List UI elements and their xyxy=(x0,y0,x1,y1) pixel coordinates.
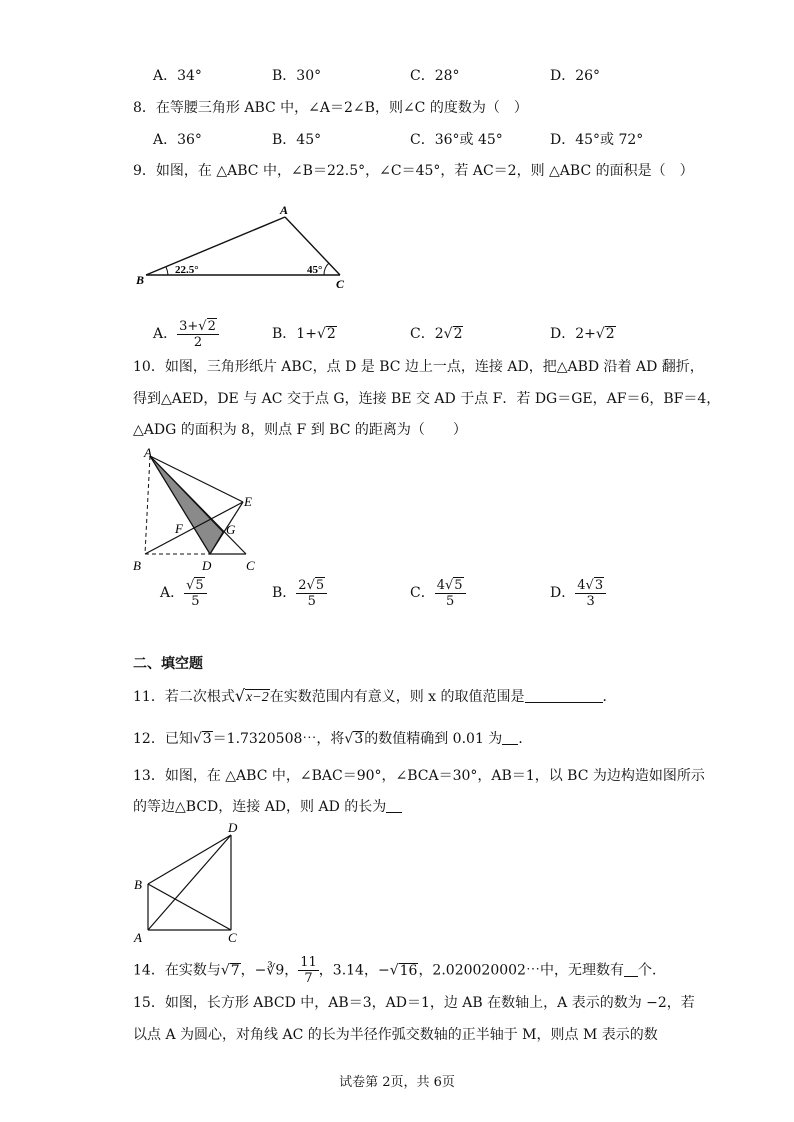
q10-option-d xyxy=(550,577,606,609)
q10-label-a: A xyxy=(144,445,152,460)
q10-option-b-coeff: 2 xyxy=(298,578,307,593)
q7-option-d: D．26° xyxy=(550,68,601,84)
q10-option-c xyxy=(410,577,466,609)
q14-seg-1: ，−∛9， xyxy=(240,962,299,979)
q10-option-c-coeff: 4 xyxy=(436,578,445,593)
q9-label-c: C xyxy=(336,277,345,291)
q7-option-a: A．34° xyxy=(153,68,202,84)
q13-segment-ad xyxy=(148,835,231,930)
q11-answer-blank[interactable] xyxy=(525,688,603,703)
q12-radicand-1: 3 xyxy=(202,731,212,747)
q10-option-d-coeff: 4 xyxy=(577,578,586,593)
q10-option-a-denominator: 5 xyxy=(191,594,200,609)
q9-option-a-numerator: 3+ xyxy=(179,319,199,334)
q15-stem-line1: 15．如图，长方形 ABCD 中，AB＝3，AD＝1，边 AB 在数轴上，A 表示的数为 −2，若 xyxy=(133,995,695,1011)
q14-radicand-2: 16 xyxy=(399,962,418,979)
q11-prefix: 11．若二次根式 xyxy=(133,689,235,705)
q9-label-a: A xyxy=(280,203,289,217)
q10-option-a-label: A． xyxy=(160,585,185,601)
q9-option-d-prefix: 2+ xyxy=(575,326,596,342)
q14-answer-blank[interactable] xyxy=(624,962,638,977)
q10-option-c-label: C． xyxy=(410,585,435,601)
q8-option-d: D．45°或 72° xyxy=(550,132,644,148)
q10-stem-line3: △ADG 的面积为 8，则点 F 到 BC 的距离为（ ） xyxy=(133,422,467,438)
q10-option-c-fraction: $\frac{4√5}{5}$ xyxy=(435,577,466,609)
q9-angle-b-arc xyxy=(166,267,168,275)
q13-label-a: A xyxy=(134,930,142,945)
q10-option-b-radicand: 5 xyxy=(315,578,325,593)
q11-suffix: 在实数范围内有意义，则 x 的取值范围是 xyxy=(269,689,525,705)
q13-side-bc xyxy=(148,884,231,930)
q10-side-ab-dashed xyxy=(145,456,150,554)
section-title-fill-in: 二、填空题 xyxy=(133,656,203,672)
q12-end: ． xyxy=(518,731,533,747)
q10-option-b-label: B． xyxy=(272,585,297,601)
page-footer: 试卷第 2页，共 6页 xyxy=(339,1075,455,1090)
q9-option-b-radicand: 2 xyxy=(326,326,336,342)
q12-answer-blank[interactable] xyxy=(502,730,518,745)
q14-radicand-1: 7 xyxy=(230,962,240,979)
q10-side-ac xyxy=(150,456,246,554)
q10-stem-line1: 10．如图，三角形纸片 ABC，点 D 是 BC 边上一点，连接 AD，把△ABD 沿着 AD 翻折， xyxy=(133,359,704,375)
q10-option-c-denominator: 5 xyxy=(446,594,455,609)
q8-option-a: A．36° xyxy=(153,132,202,148)
q13-answer-blank[interactable] xyxy=(386,798,402,813)
q10-label-e: E xyxy=(244,494,252,509)
q9-option-d: D．2+√2 xyxy=(550,326,615,342)
q10-option-a-radicand: 5 xyxy=(195,578,204,593)
q11-radicand: x−2 xyxy=(246,690,269,705)
q9-option-d-label: D． xyxy=(550,326,576,342)
q14-prefix: 14．在实数与 xyxy=(133,962,221,979)
q10-option-a xyxy=(160,577,207,609)
q12-radicand-2: 3 xyxy=(354,731,364,747)
q10-option-c-radicand: 5 xyxy=(454,578,463,593)
q9-option-c-radicand: 2 xyxy=(453,326,463,342)
q8-stem: 8．在等腰三角形 ABC 中，∠A＝2∠B，则∠C 的度数为（ ） xyxy=(133,100,528,116)
q9-stem: 9．如图，在 △ABC 中，∠B＝22.5°，∠C＝45°，若 AC＝2，则 △ABC 的面积是（ ） xyxy=(133,163,694,179)
q14-fraction xyxy=(298,955,319,986)
q9-triangle-figure xyxy=(130,200,360,295)
q9-option-d-radicand: 2 xyxy=(605,326,615,342)
q9-side-ba xyxy=(146,217,285,275)
q10-option-d-label: D． xyxy=(550,585,576,601)
q14-seg-3: ，2.020020002⋯中，无理数有 xyxy=(418,962,624,979)
q8-option-c: C．36°或 45° xyxy=(410,132,503,148)
q13-figure xyxy=(128,818,253,946)
q10-option-d-fraction: $\frac{4√3}{3}$ xyxy=(575,577,606,609)
q11-stem: 11．若二次根式√x−2在实数范围内有意义，则 x 的取值范围是 ． xyxy=(133,686,617,705)
q13-stem-line1: 13．如图，在 △ABC 中，∠BAC＝90°，∠BCA＝30°，AB＝1，以 BC 为边构造如图所示 xyxy=(133,768,705,784)
q9-option-a-fraction: $\frac{3+√2}{2}$ xyxy=(177,318,219,350)
q13-label-b: B xyxy=(134,877,142,892)
q7-option-b: B．30° xyxy=(272,68,322,84)
q9-option-a-radicand: 2 xyxy=(207,319,216,334)
q10-label-d: D xyxy=(202,558,212,573)
q9-option-b: B．1+√2 xyxy=(272,326,336,342)
q12-suffix: 的数值精确到 0.01 为 xyxy=(364,731,503,747)
q9-option-b-label: B． xyxy=(272,326,297,342)
q9-option-c-prefix: 2 xyxy=(434,326,444,342)
q10-option-d-radicand: 3 xyxy=(594,578,604,593)
q10-option-b-denominator: 5 xyxy=(307,594,316,609)
q10-option-b xyxy=(272,577,327,609)
q9-angle-c-arc xyxy=(324,263,329,275)
q10-label-f: F xyxy=(175,521,183,536)
q9-option-b-prefix: 1+ xyxy=(296,326,317,342)
q7-option-c: C．28° xyxy=(410,68,460,84)
q10-label-g: G xyxy=(226,522,236,537)
q10-option-b-fraction: $\frac{2√5}{5}$ xyxy=(296,577,327,609)
q13-stem-line2 xyxy=(133,797,402,817)
q10-stem-line2: 得到△AED，DE 与 AC 交于点 G，连接 BE 交 AD 于点 F．若 DG＝GE，AF＝6，BF＝4， xyxy=(133,391,721,407)
q9-option-a-denominator: 2 xyxy=(193,335,203,350)
q14-stem: 14．在实数与√7，−∛9， $\frac{11}{7}$ ，3.14，−√16，2.020020002⋯中，无理数有 个． xyxy=(133,955,666,986)
q10-option-d-denominator: 3 xyxy=(586,594,595,609)
q8-option-b: B．45° xyxy=(272,132,322,148)
q12-middle: ＝1.7320508⋯，将 xyxy=(212,731,345,747)
q9-angle-b-label: 22.5° xyxy=(175,264,199,276)
q9-option-c-label: C． xyxy=(410,326,435,342)
q9-option-a xyxy=(153,318,219,350)
q11-end: ． xyxy=(602,689,617,705)
q10-option-a-fraction: $\frac{√5}{5}$ xyxy=(184,577,207,609)
q9-angle-c-label: 45° xyxy=(307,264,323,276)
q13-side-bd xyxy=(148,835,231,884)
q13-line2-text: 的等边△BCD，连接 AD，则 AD 的长为 xyxy=(133,799,387,815)
q14-end: 个． xyxy=(637,962,666,979)
q10-fold-figure xyxy=(128,442,268,577)
q14-fraction-denominator: 7 xyxy=(304,971,313,986)
q14-fraction-numerator: 11 xyxy=(300,955,317,970)
q9-label-b: B xyxy=(136,273,145,287)
q13-label-c: C xyxy=(228,930,237,945)
q10-label-b: B xyxy=(133,558,141,573)
q9-option-a-label: A． xyxy=(153,326,178,342)
q12-stem: 12．已知√3＝1.7320508⋯，将√3的数值精确到 0.01 为 ． xyxy=(133,731,533,747)
q13-label-d: D xyxy=(228,820,238,835)
q14-seg-2: ，3.14，− xyxy=(318,962,390,979)
q15-stem-line2: 以点 A 为圆心，对角线 AC 的长为半径作弧交数轴的正半轴于 M，则点 M 表示的数 xyxy=(133,1027,658,1043)
q9-option-c: C．2√2 xyxy=(410,326,463,342)
q10-shaded-triangle-adg xyxy=(150,456,223,554)
q12-prefix: 12．已知 xyxy=(133,731,193,747)
q10-label-c: C xyxy=(246,558,255,573)
